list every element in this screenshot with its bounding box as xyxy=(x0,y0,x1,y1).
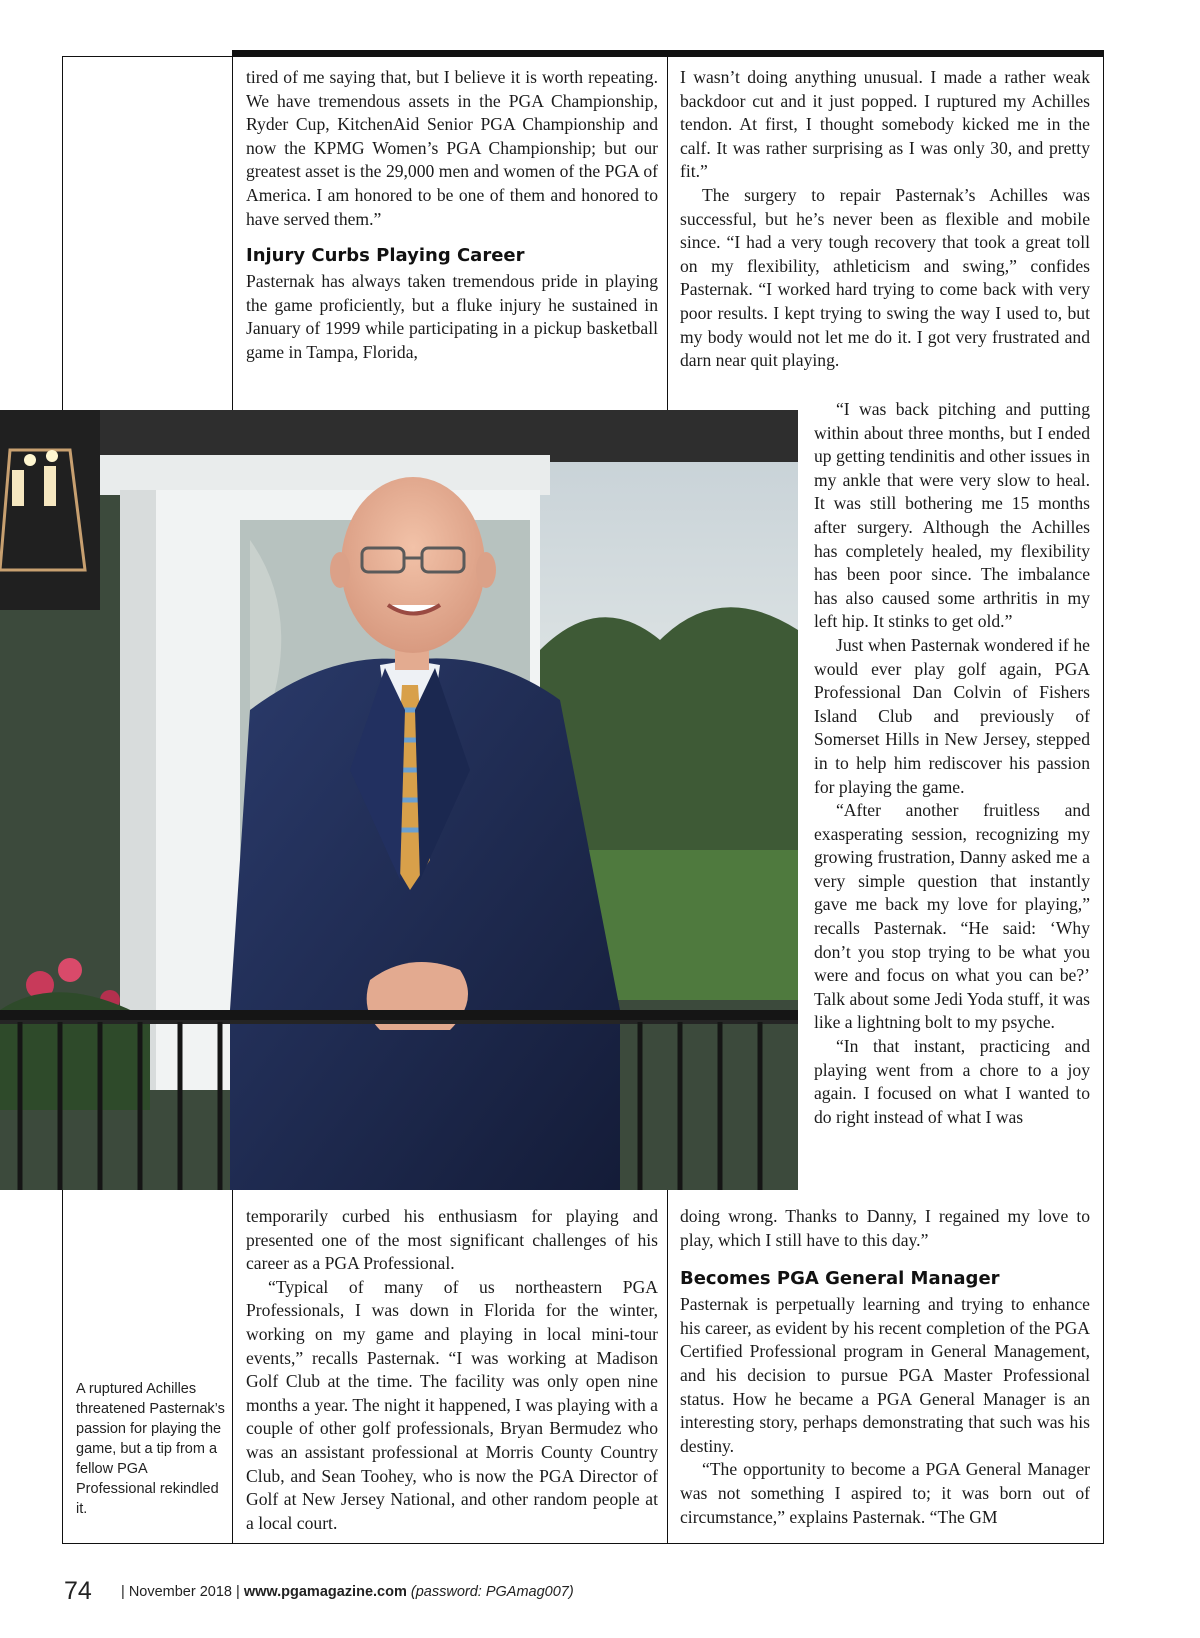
password-note: (password: PGAmag007) xyxy=(410,1584,574,1600)
column-left-bottom xyxy=(246,1205,658,1535)
column-right-narrow xyxy=(814,398,1090,1129)
paragraph: Pasternak has always taken tremendous pride in playing the game proficiently, but a fluke injury he sustained in January of 1999 while participating in a pickup basketball game in Tampa, Florida, xyxy=(246,271,658,362)
footer-line xyxy=(121,1583,574,1601)
paragraph: temporarily curbed his enthusiasm for playing and presented one of the most significant challenges of his career as a PGA Professional. xyxy=(246,1206,658,1274)
paragraph: tired of me saying that, but I believe it is worth repeating. We have tremendous assets in the PGA Championship, Ryder Cup, KitchenAid Senior PGA Championship and now the KPMG Women’s PGA Championship; but our greatest asset is the 29,000 men and women of the PGA of America. I am honored to be one of them and honored to have served them.” xyxy=(246,67,658,229)
page-number: 74 xyxy=(64,1577,92,1605)
paragraph: “Typical of many of us northeastern PGA Professionals, I was down in Florida for the winter, working on my game and playing in local mini-tour events,” recalls Pasternak. “I was working at Madison Golf Club at the time. The facility was only open nine months a year. The night it happened, I was playing with a couple of other golf professionals, Bryan Bermudez who was an assistant professional at Morris County Country Club, and Sean Toohey, who is now the PGA Director of Golf at New Jersey National, and other random people at a local court. xyxy=(246,1276,658,1533)
heading-injury: Injury Curbs Playing Career xyxy=(246,245,525,267)
column-left-top xyxy=(246,66,658,365)
heading-gm: Becomes PGA General Manager xyxy=(680,1268,1000,1290)
website-link[interactable]: www.pgamagazine.com xyxy=(243,1584,407,1600)
paragraph: “In that instant, practicing and playing went from a chore to a joy again. I focused on what I wanted to do right instead of what I was xyxy=(814,1036,1090,1127)
paragraph: Pasternak is perpetually learning and trying to enhance his career, as evident by his recent completion of the PGA Certified Professional program in General Management, and his decision to pursue PGA Master Professional status. How he became a PGA General Manager is an interesting story, perhaps demonstrating that such was his destiny. xyxy=(680,1294,1090,1456)
paragraph: “I was back pitching and putting within about three months, but I ended up getting tendinitis and other issues in my ankle that were very slow to heal. It was still bothering me 15 months after surgery. Although the Achilles has completely healed, my flexibility has been poor since. The imbalance has also caused some arthritis in my left hip. It stinks to get old.” xyxy=(814,399,1090,632)
paragraph: doing wrong. Thanks to Danny, I regained my love to play, which I still have to this day.” xyxy=(680,1206,1090,1250)
paragraph: The surgery to repair Pasternak’s Achilles was successful, but he’s never been as flexible and mobile since. “I had a very tough recovery that took a great toll on my flexibility, athleticism and swing,” confides Pasternak. “I worked hard trying to come back with very poor results. I kept trying to swing the way I used to, but my body would not let me do it. I got very frustrated and darn near quit playing. xyxy=(680,184,1090,371)
photo-caption: A ruptured Achilles threatened Pasternak’s passion for playing the game, but a tip from a fellow PGA Professional rekindled it. xyxy=(76,1381,225,1517)
issue-date: November 2018 xyxy=(128,1584,232,1600)
paragraph: “After another fruitless and exasperating session, recognizing my growing frustration, Danny asked me a very simple question that instantly gave me back my love for playing,” recalls Pasternak. “He said: ‘Why don’t you stop trying to be what you were and focus on what you can be?’ Talk about some Jedi Yoda stuff, it was like a lightning bolt to my psyche. xyxy=(814,800,1090,1033)
column-right-top xyxy=(680,66,1090,373)
paragraph: Just when Pasternak wondered if he would ever play golf again, PGA Professional Dan Colvin of Fishers Island Club and previously of Somerset Hills in New Jersey, stepped in to help him rediscover his passion for playing the game. xyxy=(814,634,1090,797)
separator: | xyxy=(236,1584,240,1600)
portrait-illustration xyxy=(0,410,798,1190)
column-right-bottom xyxy=(680,1205,1090,1529)
paragraph: “The opportunity to become a PGA General Manager was not something I aspired to; it was born out of circumstance,” explains Pasternak. “The GM xyxy=(680,1459,1090,1527)
paragraph: I wasn’t doing anything unusual. I made a rather weak backdoor cut and it just popped. I ruptured my Achilles tendon. At first, I thought somebody kicked me in the calf. It was rather surprising as I was only 30, and pretty fit.” xyxy=(680,67,1090,182)
portrait-photo xyxy=(0,410,798,1190)
separator: | xyxy=(121,1584,125,1600)
